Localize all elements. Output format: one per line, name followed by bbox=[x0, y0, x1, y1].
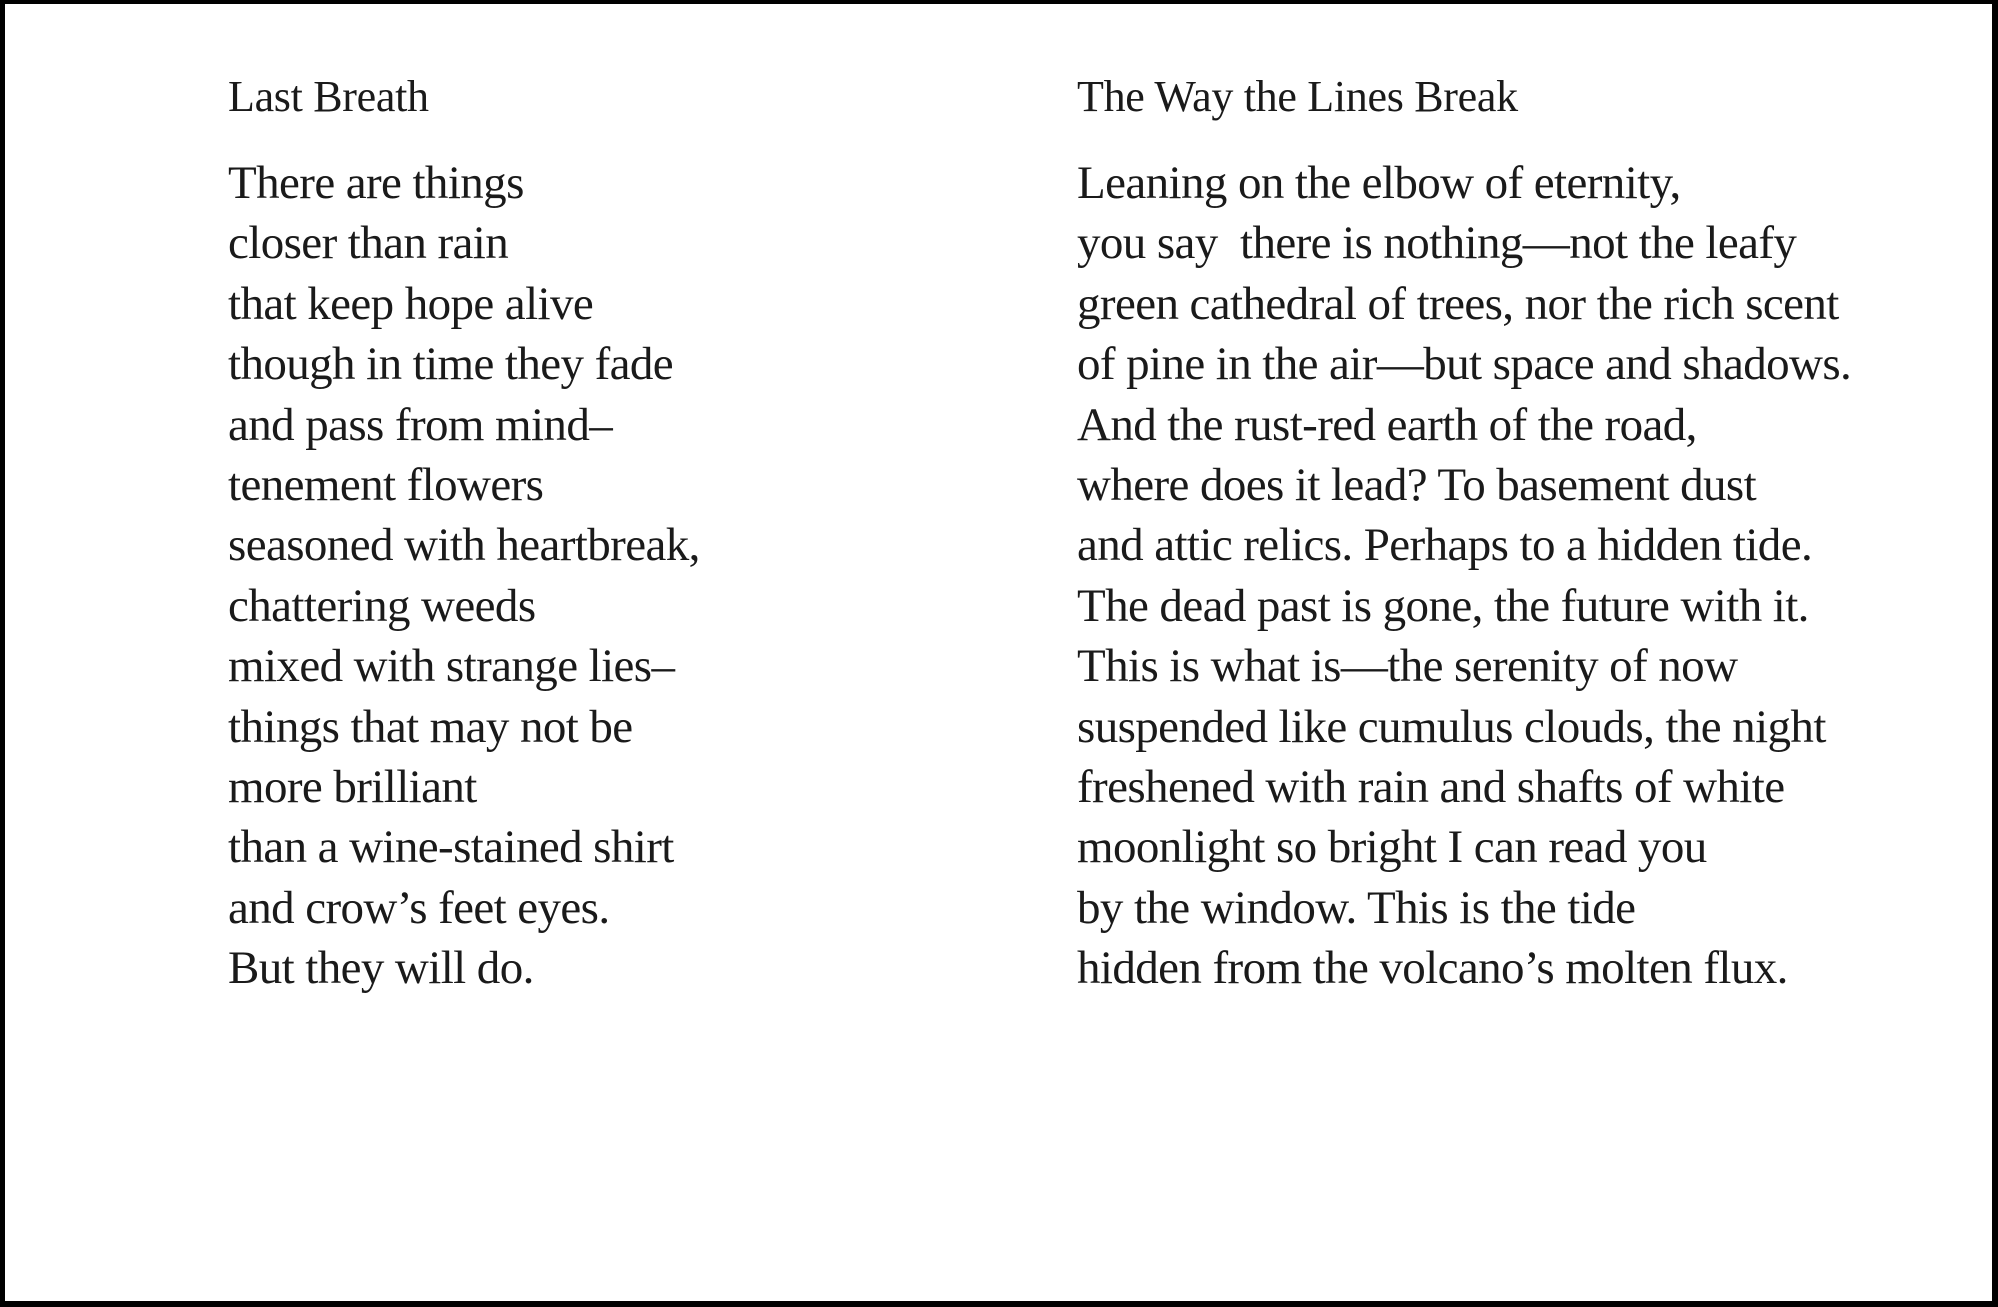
page bbox=[5, 4, 1992, 1301]
poem-line: you say there is nothing—not the leafy bbox=[1077, 217, 1797, 270]
poem-line: things that may not be bbox=[228, 700, 633, 753]
poem-line: green cathedral of trees, nor the rich scent bbox=[1077, 277, 1839, 330]
poem-title: Last Breath bbox=[228, 72, 429, 121]
poem-line: closer than rain bbox=[228, 217, 509, 270]
poem-line: more brilliant bbox=[228, 760, 477, 813]
poem-body bbox=[1077, 153, 1851, 998]
poem-line: freshened with rain and shafts of white bbox=[1077, 760, 1785, 813]
poem-line: though in time they fade bbox=[228, 338, 674, 391]
poem-line: than a wine-stained shirt bbox=[228, 821, 674, 874]
poem-line: that keep hope alive bbox=[228, 277, 594, 330]
poem-line: Leaning on the elbow of eternity, bbox=[1077, 157, 1681, 209]
poem-body bbox=[228, 153, 700, 998]
poem-line: moonlight so bright I can read you bbox=[1077, 821, 1707, 874]
poem-line: And the rust-red earth of the road, bbox=[1077, 398, 1697, 451]
poem-line: of pine in the air—but space and shadows. bbox=[1077, 338, 1852, 391]
poem-line: suspended like cumulus clouds, the night bbox=[1077, 700, 1826, 753]
poem-title: The Way the Lines Break bbox=[1077, 72, 1518, 121]
poem-line: and attic relics. Perhaps to a hidden tide. bbox=[1077, 519, 1813, 572]
poem-line: The dead past is gone, the future with it. bbox=[1077, 579, 1809, 632]
poem-line: But they will do. bbox=[228, 942, 534, 995]
poem-line: mixed with strange lies– bbox=[228, 640, 675, 693]
poem-line: hidden from the volcano’s molten flux. bbox=[1077, 942, 1788, 995]
poem-line: by the window. This is the tide bbox=[1077, 881, 1636, 934]
poem-line: There are things bbox=[228, 157, 524, 209]
poem-line: tenement flowers bbox=[228, 458, 544, 511]
poem-line: where does it lead? To basement dust bbox=[1077, 458, 1757, 511]
poem-line: This is what is—the serenity of now bbox=[1077, 640, 1738, 693]
poem-line: seasoned with heartbreak, bbox=[228, 519, 700, 572]
poem-line: and crow’s feet eyes. bbox=[228, 881, 610, 934]
poem-line: chattering weeds bbox=[228, 579, 536, 632]
poem-line: and pass from mind– bbox=[228, 398, 613, 451]
